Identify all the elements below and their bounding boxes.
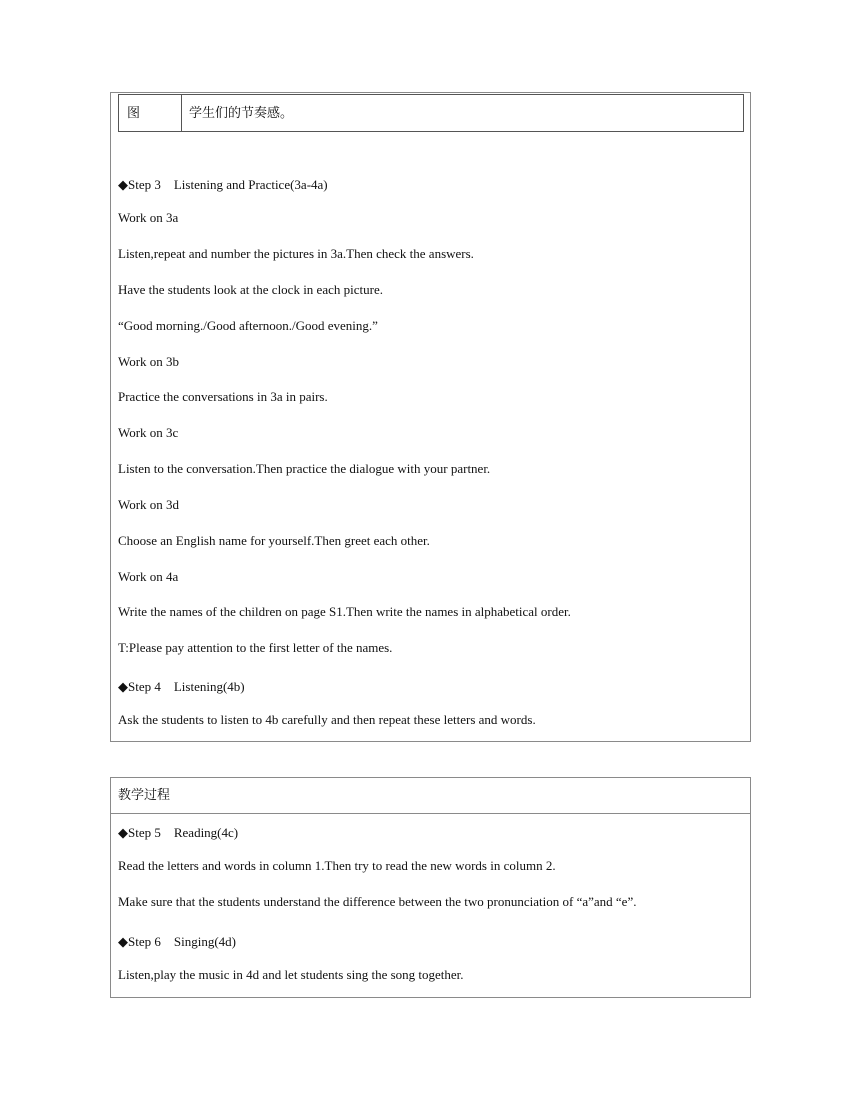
step-3-heading: ◆Step 3 Listening and Practice(3a-4a) (118, 177, 328, 192)
paragraph-line: Listen,repeat and number the pictures in 3a.Then check the answers. (118, 246, 474, 261)
paragraph-line: Have the students look at the clock in each picture. (118, 282, 383, 297)
paragraph-line: Work on 3b (118, 354, 180, 369)
paragraph-line: Listen to the conversation.Then practice the dialogue with your partner. (118, 461, 491, 476)
inner-table-cell-text: 学生们的节奏感。 (189, 105, 294, 120)
paragraph-line: Work on 4a (118, 569, 179, 584)
paragraph-line: Listen,play the music in 4d and let students sing the song together. (118, 967, 464, 982)
paragraph-line: Ask the students to listen to 4b carefully and then repeat these letters and words. (118, 712, 536, 727)
step-6-heading: ◆Step 6 Singing(4d) (118, 934, 236, 949)
step-5-heading: ◆Step 5 Reading(4c) (118, 825, 239, 840)
lesson-box-steps-3-4 (110, 92, 751, 742)
inner-table-cell-label: 图 (119, 95, 182, 131)
paragraph-line: Work on 3a (118, 210, 179, 225)
step-4-heading: ◆Step 4 Listening(4b) (118, 679, 245, 694)
paragraph-line: Work on 3c (118, 425, 179, 440)
paragraph-line: Work on 3d (118, 497, 180, 512)
paragraph-line: Write the names of the children on page S1.Then write the names in alphabetical order. (118, 604, 571, 619)
paragraph-line: Practice the conversations in 3a in pairs. (118, 389, 328, 404)
paragraph-line: “Good morning./Good afternoon./Good evening.” (118, 318, 378, 333)
paragraph-line: Make sure that the students understand the difference between the two pronunciation of “a”and “e”. (118, 894, 637, 909)
inner-table-row (118, 94, 744, 132)
paragraph-line: T:Please pay attention to the first letter of the names. (118, 640, 393, 655)
teaching-process-header: 教学过程 (111, 778, 750, 814)
paragraph-line: Read the letters and words in column 1.Then try to read the new words in column 2. (118, 858, 556, 873)
paragraph-line: Choose an English name for yourself.Then greet each other. (118, 533, 430, 548)
teaching-process-box (110, 777, 751, 998)
